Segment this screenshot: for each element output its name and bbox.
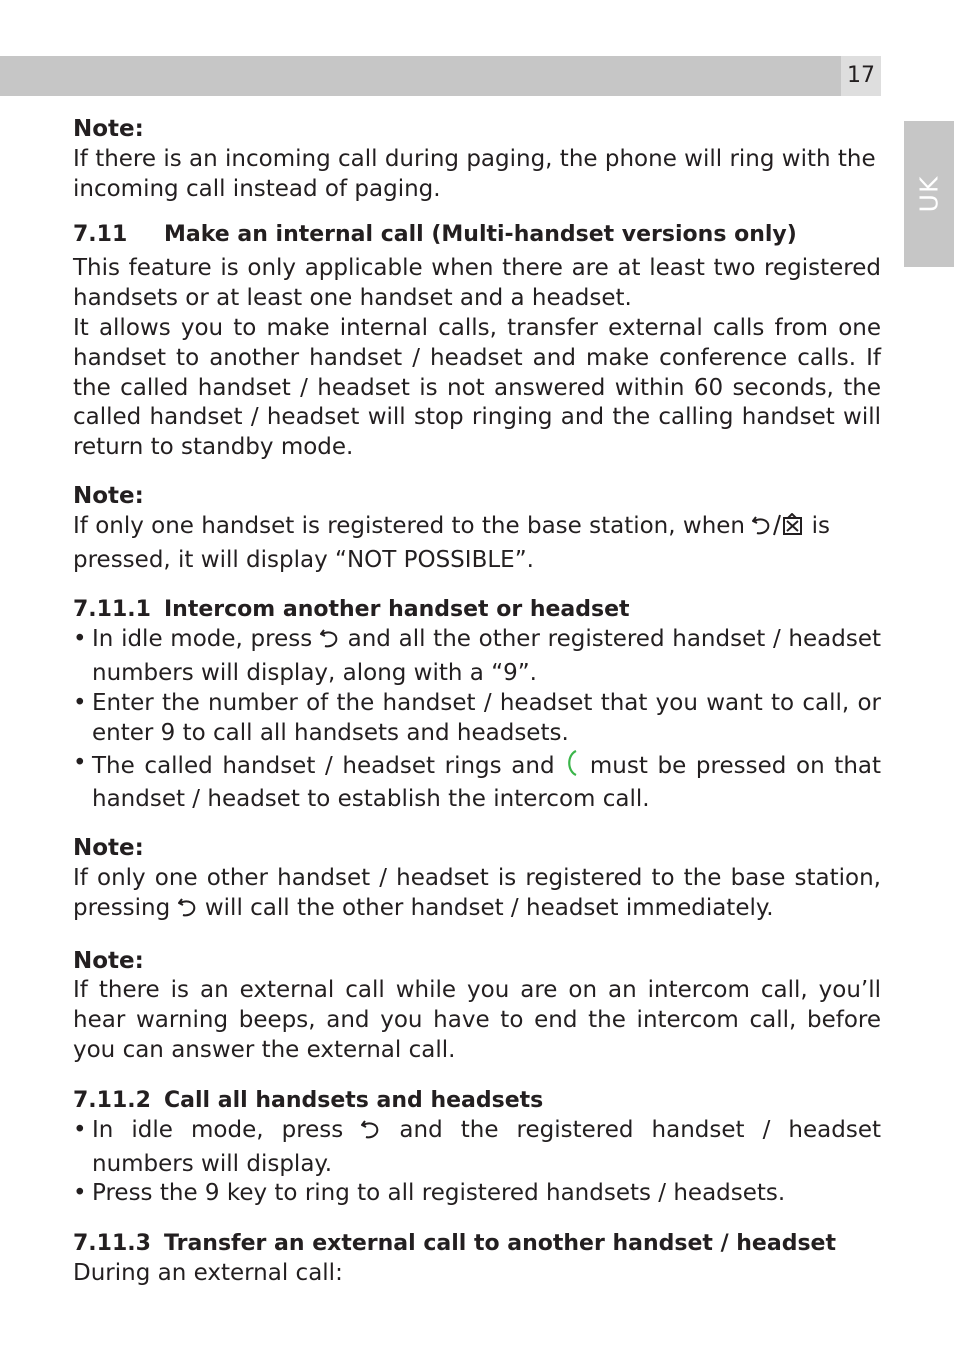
note-text-part: is pressed, it will display “NOT POSSIBLE”.: [73, 512, 830, 573]
note-text: If there is an incoming call during paging, the phone will ring with the incoming call instead of paging.: [73, 145, 876, 202]
intercom-arrow-icon: [361, 1117, 381, 1150]
list-item-text: In idle mode, press: [92, 626, 320, 653]
section-number: 7.11: [73, 222, 128, 248]
list-item: [73, 1116, 881, 1180]
section-title: Intercom another handset or headset: [164, 597, 630, 623]
note-title: Note:: [73, 482, 144, 509]
header-bar: [0, 56, 841, 96]
section-number: 7.11.1: [73, 597, 151, 623]
list-item-text: and all the other registered handset / headset numbers will display, along with a “9”.: [92, 626, 881, 687]
list-item-text: The called handset / headset rings and: [92, 752, 565, 779]
note-text-part: If only one handset is registered to the base station, when: [73, 512, 753, 539]
note-title: Note:: [73, 116, 144, 142]
note-title: Note:: [73, 947, 144, 974]
section-heading-7-11: [73, 220, 881, 250]
paragraph: This feature is only applicable when there are at least two registered handsets or at least one handset and a headset.: [73, 255, 881, 312]
section-number: 7.11.2: [73, 1087, 151, 1113]
note-text: [73, 512, 881, 576]
list-item-text: In idle mode, press: [92, 1116, 362, 1143]
slash-icon: [772, 513, 782, 546]
language-tab-label: UK: [914, 175, 944, 213]
paragraph: During an external call:: [73, 1260, 343, 1287]
note-text-part: If only one other handset / headset is registered to the base station, pressing: [73, 864, 881, 921]
list-item: • Press the 9 key to ring to all registered handsets / headsets.: [73, 1179, 881, 1209]
intercom-arrow-icon: [178, 895, 198, 928]
language-tab: [904, 121, 954, 267]
section-title: Transfer an external call to another handset / headset: [164, 1231, 836, 1257]
list-item-text: must be pressed on that handset / headset to establish the intercom call.: [92, 752, 882, 813]
page-content: [73, 115, 881, 1289]
section-heading-7-11-1: [73, 595, 881, 625]
section-number: 7.11.3: [73, 1231, 151, 1257]
bullet-list: [73, 1116, 881, 1209]
section-heading-7-11-2: [73, 1086, 881, 1116]
list-item: [73, 749, 881, 816]
section-title: Make an internal call (Multi-handset versions only): [164, 222, 797, 248]
mute-box-icon: [782, 513, 804, 546]
paragraph: It allows you to make internal calls, transfer external calls from one handset to another handset / headset and make conference calls. If the called handset / headset is not answered within 60 seconds, the called handset / headset will stop ringing and the calling handset will return to standby mode.: [73, 314, 881, 461]
note-text-part: will call the other handset / headset immediately.: [197, 894, 774, 921]
page-number: 17: [841, 56, 881, 96]
note-text: If there is an external call while you are on an intercom call, you’ll hear warning beeps, and you have to end the intercom call, before you can answer the external call.: [73, 977, 881, 1063]
list-item: [73, 625, 881, 689]
intercom-arrow-icon: [752, 513, 772, 546]
section-title: Call all handsets and headsets: [164, 1087, 544, 1113]
list-item-text: and the registered handset / headset numbers will display.: [92, 1116, 881, 1177]
bullet-list: [73, 625, 881, 815]
note-title: Note:: [73, 835, 144, 862]
talk-handset-icon: [564, 749, 580, 786]
list-item: • Enter the number of the handset / headset that you want to call, or enter 9 to call all handsets and headsets.: [73, 689, 881, 749]
section-heading-7-11-3: [73, 1229, 881, 1259]
note-text: [73, 864, 881, 928]
intercom-arrow-icon: [320, 626, 340, 659]
